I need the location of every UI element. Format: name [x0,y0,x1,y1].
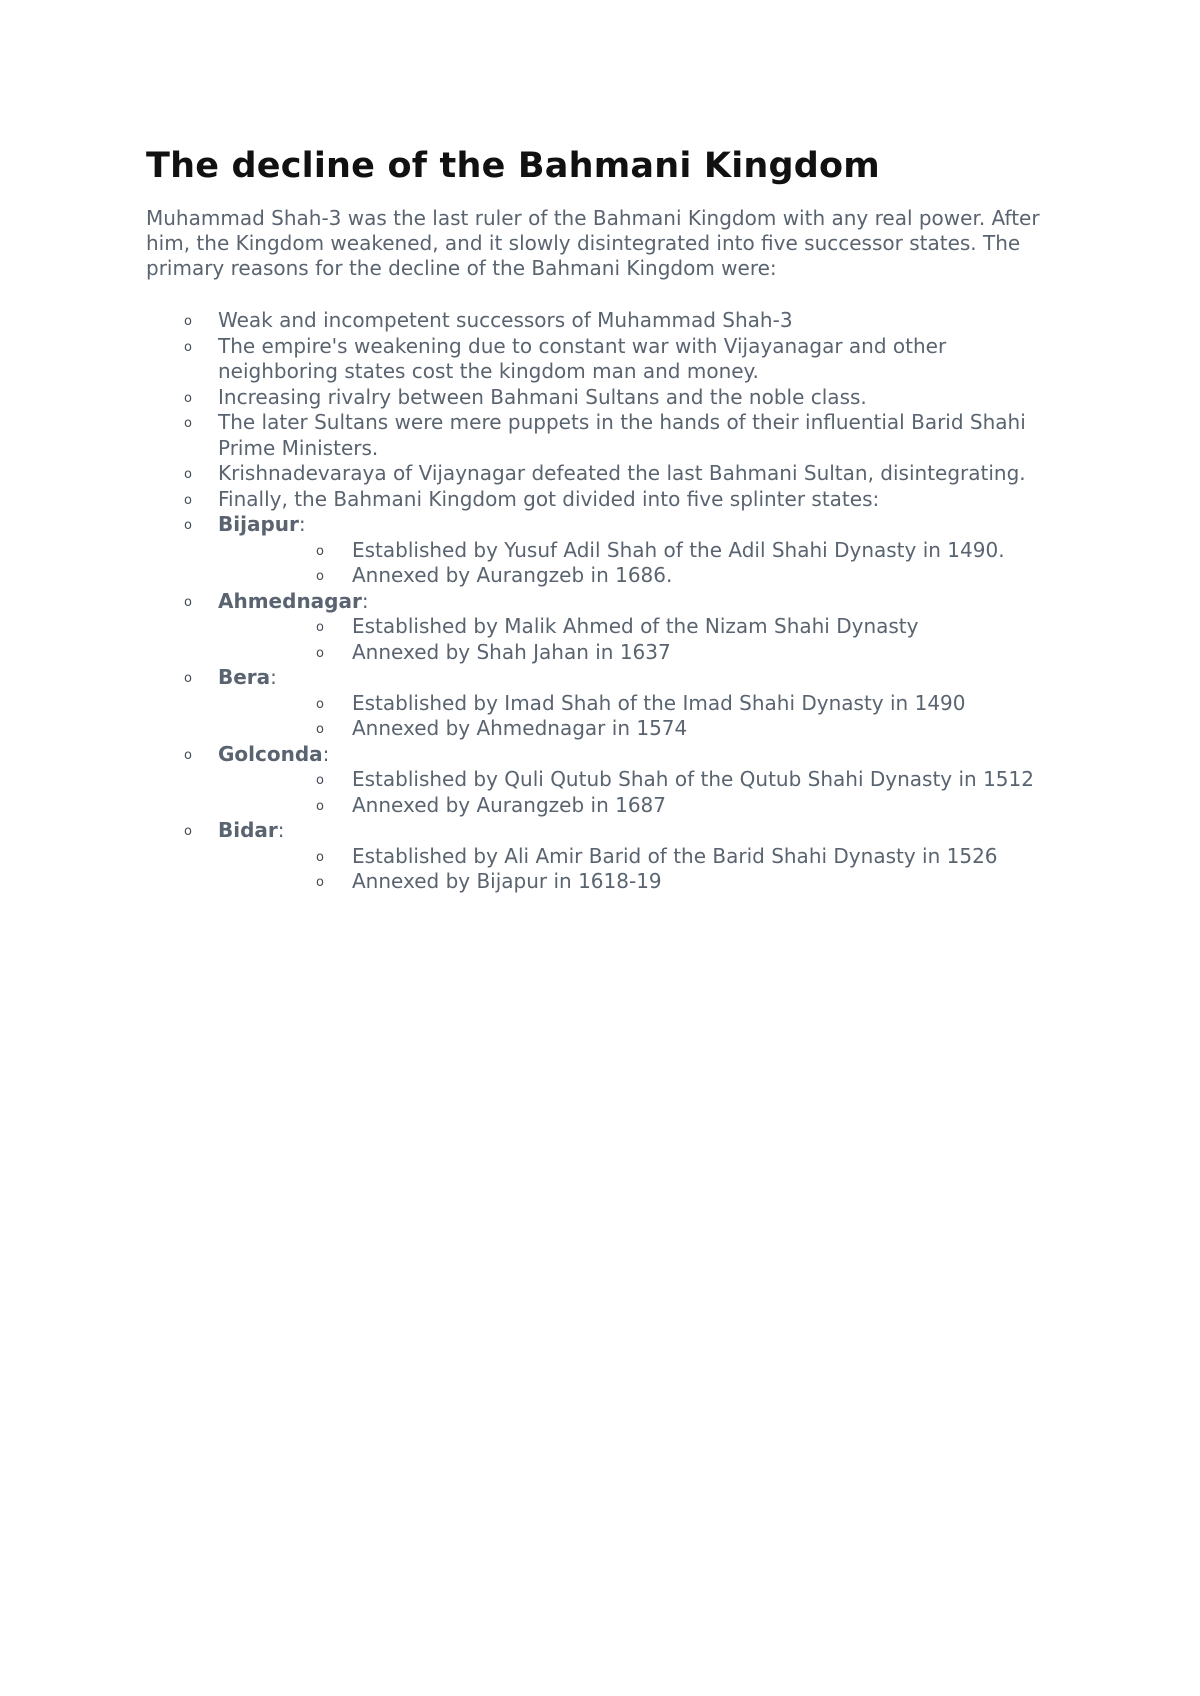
detail-text: Established by Ali Amir Barid of the Barid Shahi Dynasty in 1526 [352,843,998,868]
sub-bullet-marker: o [316,849,324,865]
bullet-marker: o [184,492,192,508]
reason-text: Weak and incompetent successors of Muhammad Shah-3 [218,308,793,332]
state-item-bijapur [146,512,1066,589]
bullet-marker: o [184,518,192,533]
state-item-bera [146,665,1066,742]
bullet-marker: o [184,339,192,355]
sub-bullet-marker: o [316,569,324,584]
sub-bullet-marker: o [316,798,324,814]
list-item [146,385,1066,411]
detail-text: Established by Malik Ahmed of the Nizam Shahi Dynasty [352,614,919,638]
state-colon: : [361,588,369,613]
sub-bullet-marker: o [316,722,324,737]
bullet-marker: o [184,314,192,329]
document-body [146,140,1066,895]
state-colon: : [298,512,306,536]
list-item [146,767,1066,793]
bullet-marker: o [184,747,192,763]
sub-bullet-marker: o [316,645,324,661]
reason-text: Increasing rivalry between Bahmani Sultans and the noble class. [218,384,867,409]
detail-text: Annexed by Bijapur in 1618-19 [352,869,662,893]
reason-text: The later Sultans were mere puppets in the hands of their influential Barid Shahi Prime Ministers. [218,410,1026,460]
state-details-list [218,767,1066,818]
detail-text: Established by Imad Shah of the Imad Shahi Dynasty in 1490 [352,690,966,715]
bullet-marker: o [184,824,192,839]
page-title: The decline of the Bahmani Kingdom [146,146,880,186]
detail-text: Annexed by Ahmednagar in 1574 [352,716,688,740]
intro-paragraph: Muhammad Shah-3 was the last ruler of the Bahmani Kingdom with any real power. After him, the Kingdom weakened, and it slowly disintegrated into five successor states. The primary reasons for the decline of the Bahmani Kingdom were: [146,206,1040,280]
sub-bullet-marker: o [316,773,324,788]
bullet-marker: o [184,416,192,431]
state-colon: : [270,665,277,689]
detail-text: Established by Quli Qutub Shah of the Qutub Shahi Dynasty in 1512 [352,767,1034,791]
list-item [146,563,1066,589]
state-name: Ahmednagar [218,588,362,613]
list-item [146,334,1066,385]
state-item-ahmednagar [146,589,1066,666]
list-item [146,461,1066,487]
list-item [146,410,1066,461]
state-details-list [218,844,1066,895]
bullet-marker: o [184,467,192,482]
state-name: Golconda [218,741,323,766]
state-name: Bidar [218,818,278,842]
list-item [146,844,1066,870]
detail-text: Annexed by Aurangzeb in 1686. [352,563,673,587]
list-item [146,716,1066,742]
state-colon: : [277,818,285,842]
sub-bullet-marker: o [316,875,324,890]
list-item [146,640,1066,666]
bullet-marker: o [184,390,192,406]
detail-text: Annexed by Aurangzeb in 1687 [352,792,667,817]
state-name: Bera [218,665,271,689]
list-item [146,614,1066,640]
state-details-list [218,614,1066,665]
sub-bullet-marker: o [316,543,324,559]
reason-text: Finally, the Bahmani Kingdom got divided into five splinter states: [218,486,880,511]
list-item [146,691,1066,717]
state-colon: : [322,741,330,766]
list-item [146,308,1066,334]
bullet-marker: o [184,594,192,610]
detail-text: Established by Yusuf Adil Shah of the Adil Shahi Dynasty in 1490. [352,537,1005,562]
state-item-golconda [146,742,1066,819]
bullet-marker: o [184,671,192,686]
state-item-bidar [146,818,1066,895]
state-details-list [218,538,1066,589]
detail-text: Annexed by Shah Jahan in 1637 [352,639,671,664]
reasons-list [146,308,1066,895]
list-item [146,538,1066,564]
reason-text: Krishnadevaraya of Vijaynagar defeated the last Bahmani Sultan, disintegrating. [218,461,1026,485]
state-name: Bijapur [218,512,299,536]
sub-bullet-marker: o [316,620,324,635]
state-details-list [218,691,1066,742]
sub-bullet-marker: o [316,696,324,712]
list-item [146,869,1066,895]
list-item [146,487,1066,513]
reason-text: The empire's weakening due to constant war with Vijayanagar and other neighboring states cost the kingdom man and money. [218,333,947,383]
list-item [146,793,1066,819]
